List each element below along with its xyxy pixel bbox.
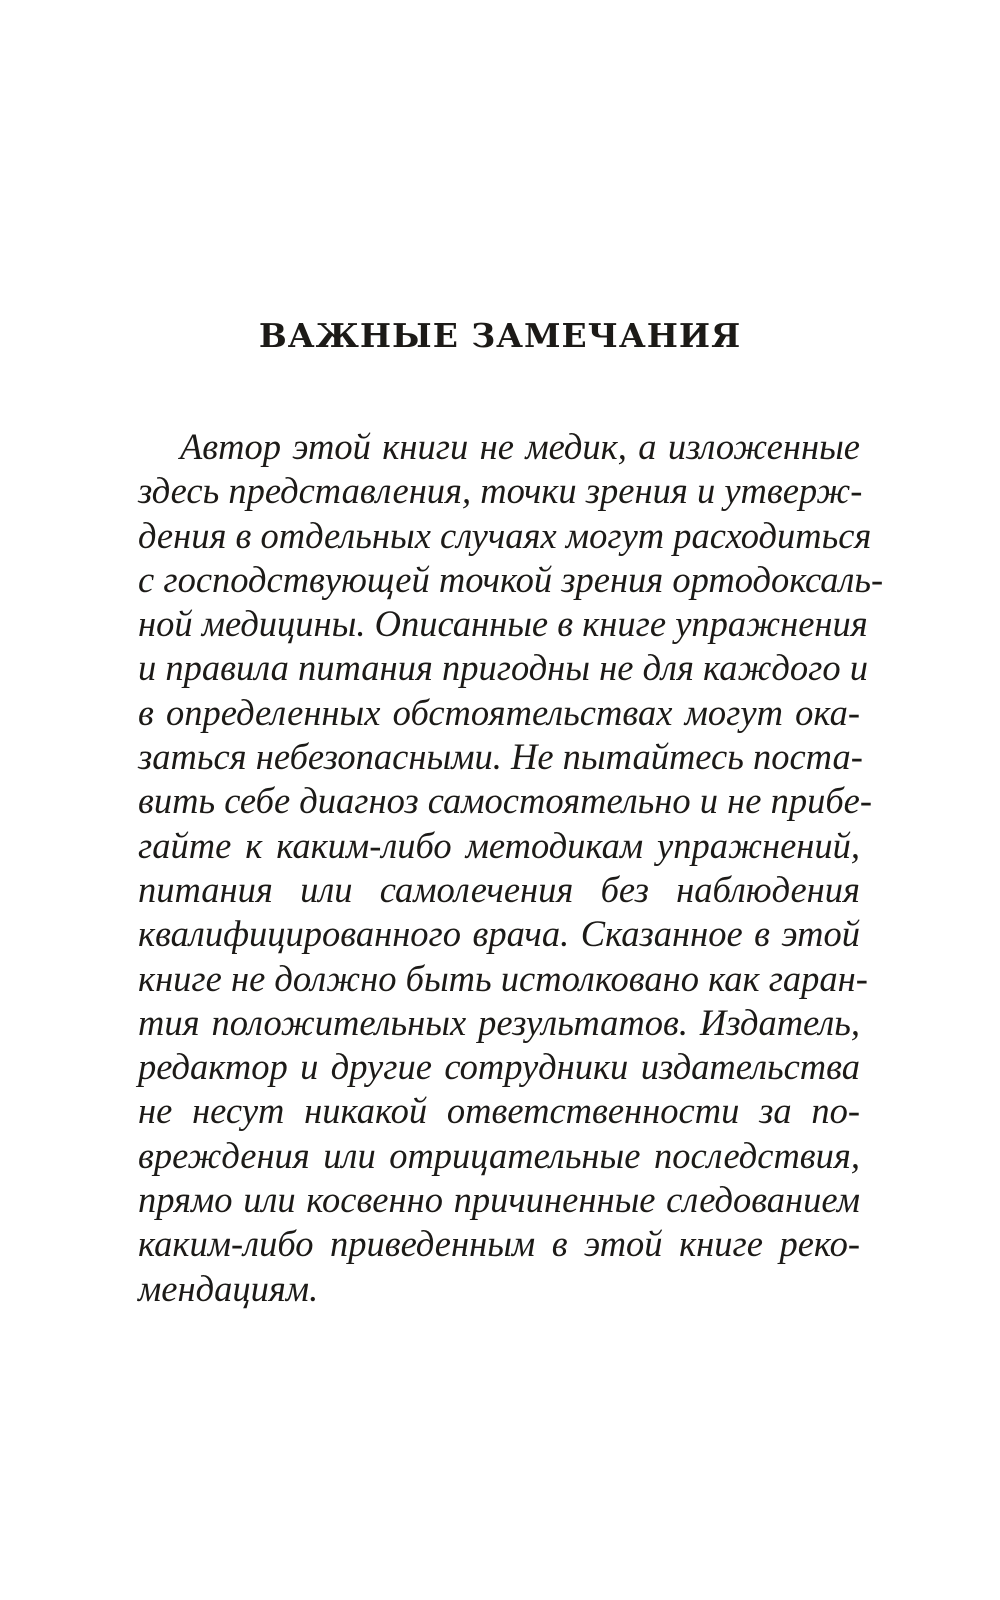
paragraph-line: прямо или косвенно причиненные следованием: [138, 1179, 860, 1221]
paragraph-line: вреждения или отрицательные последствия,: [138, 1134, 860, 1176]
paragraph-line: Автор этой книги не медик, а изложенные: [180, 426, 860, 467]
paragraph-line: дения в отдельных случаях могут расходиться: [138, 514, 872, 556]
paragraph-line: тия положительных результатов. Издатель,: [138, 1001, 860, 1043]
page-title: ВАЖНЫЕ ЗАМЕЧАНИЯ: [258, 316, 742, 355]
disclaimer-paragraph: [138, 425, 884, 1311]
paragraph-line: ной медицины. Описанные в книге упражнения: [138, 603, 868, 645]
paragraph-line: заться небезопасными. Не пытайтесь поста-: [138, 736, 863, 778]
paragraph-line: мендациям.: [138, 1267, 319, 1309]
paragraph-line: в определенных обстоятельствах могут ока-: [138, 691, 860, 733]
paragraph-line: не несут никакой ответственности за по-: [138, 1090, 860, 1132]
paragraph-line: питания или самолечения без наблюдения: [138, 868, 860, 910]
paragraph-line: и правила питания пригодны не для каждого и: [138, 647, 868, 689]
paragraph-line: с господствующей точкой зрения ортодоксаль-: [138, 558, 884, 600]
paragraph-line: здесь представления, точки зрения и утверж-: [138, 470, 863, 512]
paragraph-line: вить себе диагноз самостоятельно и не прибе-: [138, 780, 873, 822]
paragraph-line: гайте к каким-либо методикам упражнений,: [138, 824, 860, 866]
paragraph-line: каким-либо приведенным в этой книге реко-: [138, 1223, 860, 1265]
paragraph-line: редактор и другие сотрудники издательства: [138, 1046, 860, 1088]
paragraph-line: квалифицированного врача. Сказанное в этой: [138, 913, 860, 955]
paragraph-line: книге не должно быть истолковано как гаран-: [138, 957, 868, 999]
